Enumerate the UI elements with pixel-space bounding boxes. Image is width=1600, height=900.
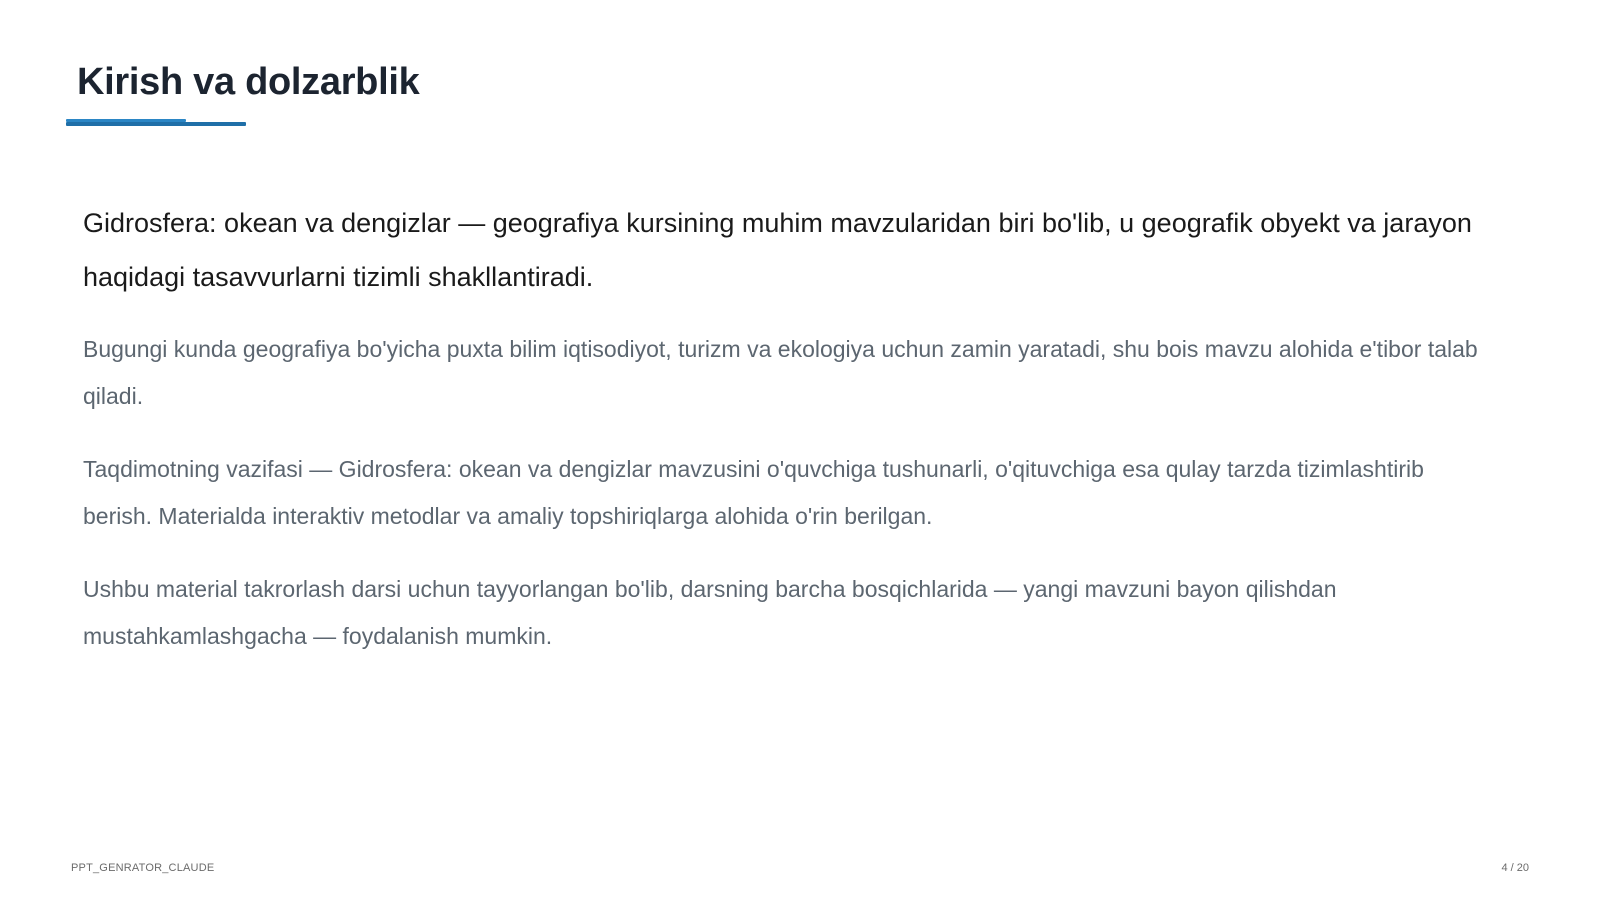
body-paragraph-3: Ushbu material takrorlash darsi uchun tayyorlangan bo'lib, darsning barcha bosqichlarida — yangi mavzuni bayon qilishdan mustahkamlashgacha — foydalanish mumkin. [83,576,1337,649]
lead-paragraph: Gidrosfera: okean va dengizlar — geografiya kursining muhim mavzularidan biri bo'lib, u geografik obyekt va jarayon haqidagi tasavvurlarni tizimli shakllantiradi. [83,208,1472,292]
slide-title: Kirish va dolzarblik [77,61,420,103]
page-number: 4 / 20 [1501,862,1529,874]
body-paragraph-1: Bugungi kunda geografiya bo'yicha puxta bilim iqtisodiyot, turizm va ekologiya uchun zamin yaratadi, shu bois mavzu alohida e'tibor talab qiladi. [83,336,1478,409]
title-underline-accent [66,119,186,122]
slide-content [83,196,1483,686]
footer-source: PPT_GENRATOR_CLAUDE [71,862,215,874]
title-underline [66,122,246,126]
body-paragraph-2: Taqdimotning vazifasi — Gidrosfera: okean va dengizlar mavzusini o'quvchiga tushunarli, o'qituvchiga esa qulay tarzda tizimlashtirib berish. Materialda interaktiv metodlar va amaliy topshiriqlarga alohida o'rin berilgan. [83,456,1424,529]
